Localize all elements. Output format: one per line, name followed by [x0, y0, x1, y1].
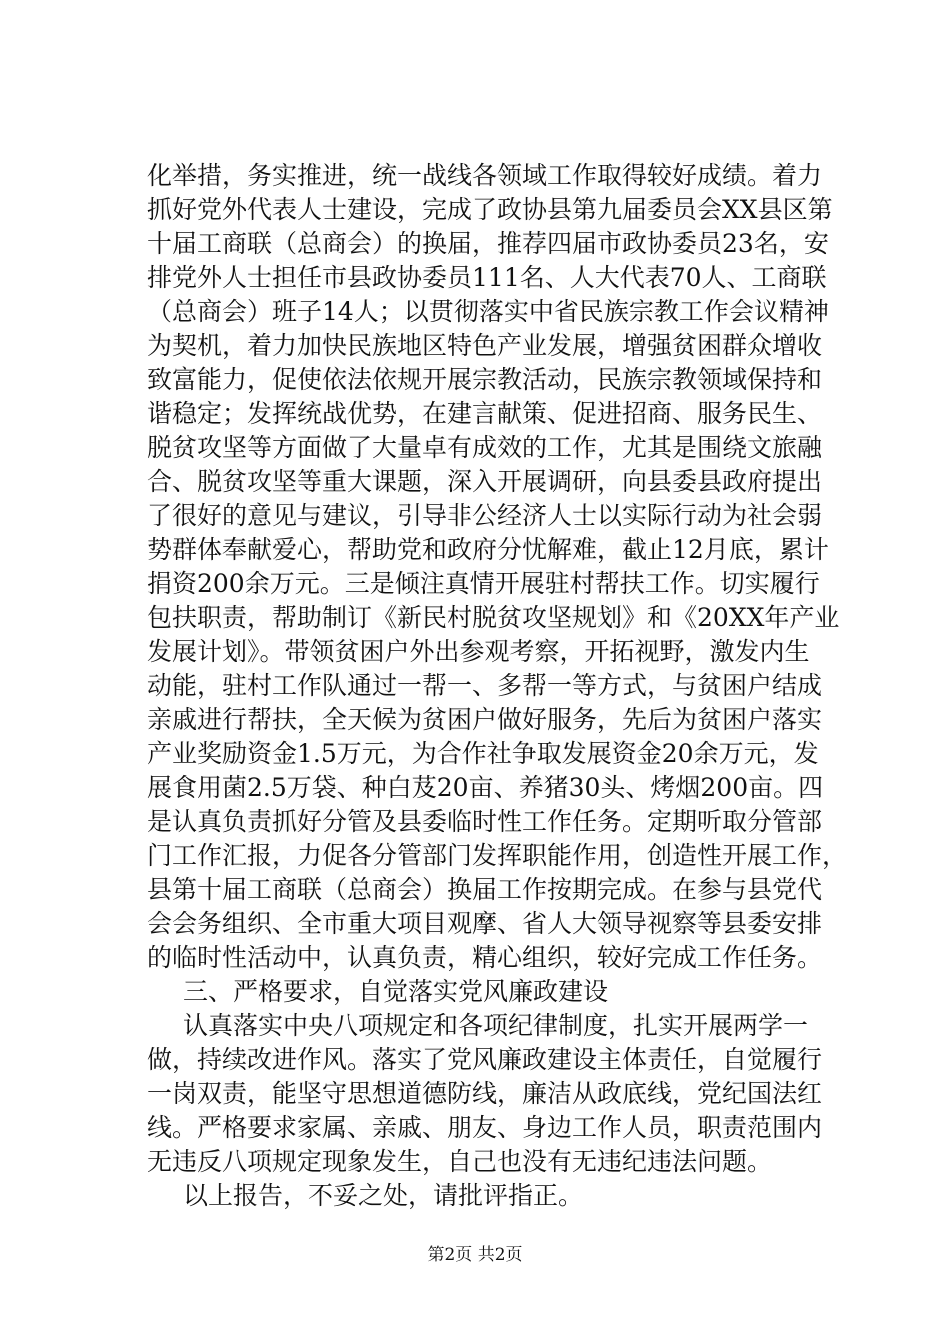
- text-line: 是认真负责抓好分管及县委临时性工作任务。定期听取分管部: [147, 807, 823, 836]
- text-line: 为契机，着力加快民族地区特色产业发展，增强贫困群众增收: [147, 331, 823, 360]
- text-line: 认真落实中央八项规定和各项纪律制度，扎实开展两学一: [183, 1011, 809, 1040]
- text-line: 亲戚进行帮扶，全天候为贫困户做好服务，先后为贫困户落实: [147, 705, 823, 734]
- text-line: 发展计划》。带领贫困户外出参观考察，开拓视野，激发内生: [147, 637, 810, 666]
- text-line: 动能，驻村工作队通过一帮一、多帮一等方式，与贫困户结成: [147, 671, 823, 700]
- text-line: 捐资200余万元。三是倾注真情开展驻村帮扶工作。切实履行: [147, 569, 820, 598]
- text-line: 一岗双责，能坚守思想道德防线，廉洁从政底线，党纪国法红: [147, 1079, 823, 1108]
- text-line: 做，持续改进作风。落实了党风廉政建设主体责任，自觉履行: [147, 1045, 823, 1074]
- text-line: 了很好的意见与建议，引导非公经济人士以实际行动为社会弱: [147, 501, 823, 530]
- text-line: 脱贫攻坚等方面做了大量卓有成效的工作，尤其是围绕文旅融: [147, 433, 823, 462]
- document-body: [147, 159, 848, 1213]
- text-line: 十届工商联（总商会）的换届，推荐四届市政协委员23名，安: [147, 229, 829, 258]
- text-line: 会会务组织、全市重大项目观摩、省人大领导视察等县委安排: [147, 909, 823, 938]
- section-heading: 三、严格要求，自觉落实党风廉政建设: [183, 977, 609, 1006]
- text-line: 抓好党外代表人士建设，完成了政协县第九届委员会XX县区第: [147, 195, 833, 224]
- text-line: （总商会）班子14人；以贯彻落实中省民族宗教工作会议精神: [147, 297, 829, 326]
- text-line: 势群体奉献爱心，帮助党和政府分忧解难，截止12月底，累计: [147, 535, 829, 564]
- text-line: 化举措，务实推进，统一战线各领域工作取得较好成绩。着力: [147, 161, 823, 190]
- text-line: 展食用菌2.5万袋、种白芨20亩、养猪30头、烤烟200亩。四: [147, 773, 824, 802]
- text-line: 排党外人士担任市县政协委员111名、人大代表70人、工商联: [147, 263, 827, 292]
- text-line: 线。严格要求家属、亲戚、朋友、身边工作人员，职责范围内: [147, 1113, 823, 1142]
- text-line: 门工作汇报，力促各分管部门发挥职能作用，创造性开展工作，: [147, 841, 848, 870]
- text-line: 致富能力，促使依法依规开展宗教活动，民族宗教领域保持和: [147, 365, 823, 394]
- text-line: 合、脱贫攻坚等重大课题，深入开展调研，向县委县政府提出: [147, 467, 823, 496]
- text-line: 县第十届工商联（总商会）换届工作按期完成。在参与县党代: [147, 875, 823, 904]
- text-line: 无违反八项规定现象发生，自己也没有无违纪违法问题。: [147, 1147, 773, 1176]
- text-line: 包扶职责，帮助制订《新民村脱贫攻坚规划》和《20XX年产业: [147, 603, 840, 632]
- text-line: 产业奖励资金1.5万元，为合作社争取发展资金20余万元，发: [147, 739, 819, 768]
- text-line: 的临时性活动中，认真负责，精心组织，较好完成工作任务。: [147, 943, 823, 972]
- page-number-footer: 第2页 共2页: [427, 1245, 523, 1265]
- closing-line: 以上报告，不妥之处，请批评指正。: [183, 1181, 584, 1210]
- text-line: 谐稳定；发挥统战优势，在建言献策、促进招商、服务民生、: [147, 399, 823, 428]
